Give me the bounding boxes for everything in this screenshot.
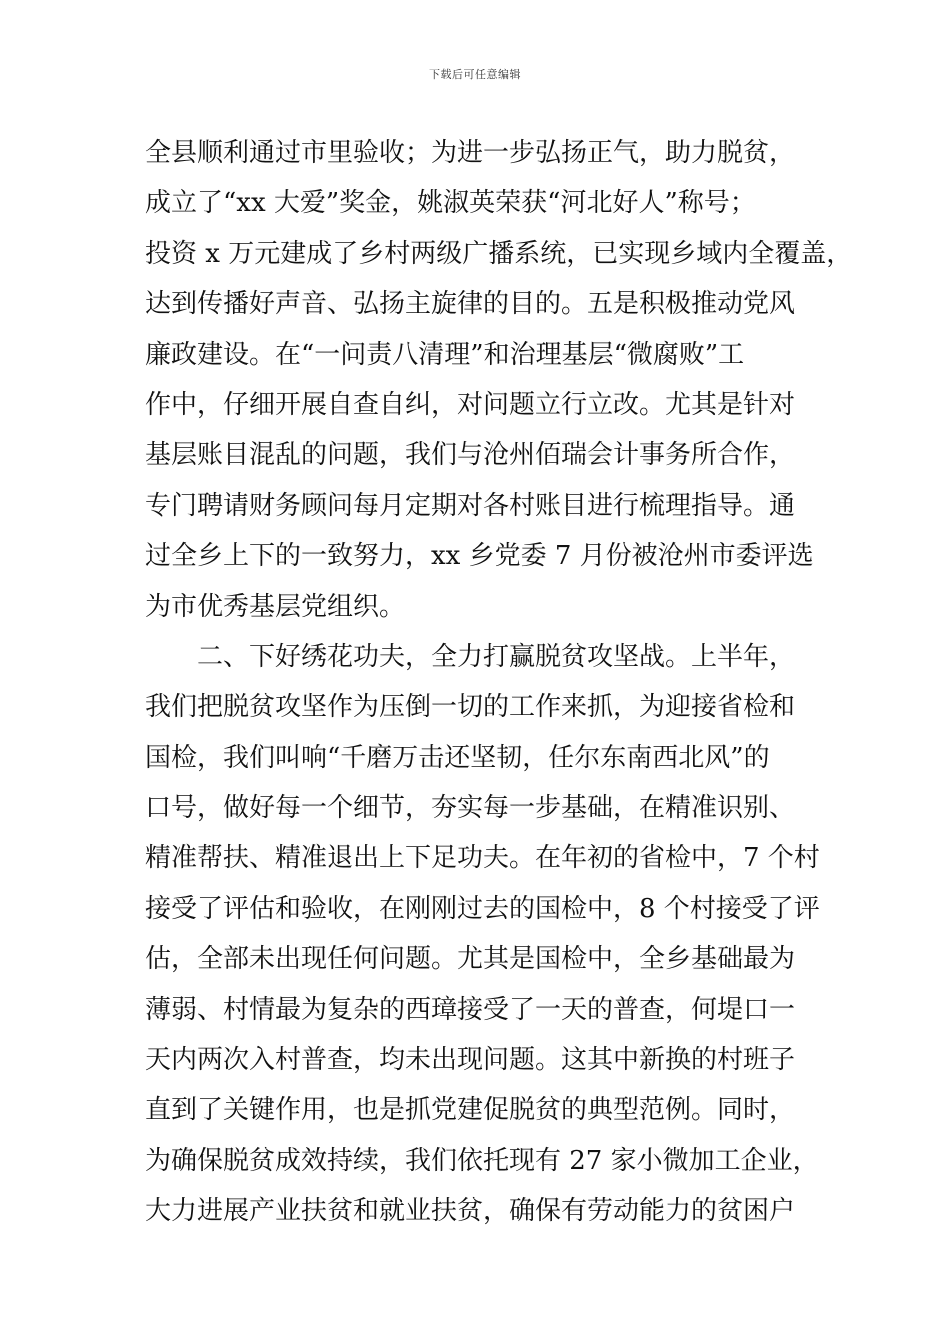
text-line: 精准帮扶、精准退出上下足功夫。在年初的省检中，7 个村 [145, 843, 820, 874]
text-line: 达到传播好声音、弘扬主旋律的目的。五是积极推动党风 [145, 289, 796, 320]
text-line: 大力进展产业扶贫和就业扶贫，确保有劳动能力的贫困户 [145, 1196, 796, 1227]
text-line: 成立了“xx 大爱”奖金，姚淑英荣获“河北好人”称号； [145, 188, 756, 219]
paragraph-heading-line: 二、下好绣花功夫，全力打赢脱贫攻坚战。上半年， [145, 641, 796, 672]
text-line: 估，全部未出现任何问题。尤其是国检中，全乡基础最为 [145, 944, 796, 975]
text-line: 基层账目混乱的问题，我们与沧州佰瑞会计事务所合作， [145, 440, 796, 471]
text-line: 天内两次入村普查，均未出现问题。这其中新换的村班子 [145, 1045, 796, 1076]
document-body [145, 128, 853, 1237]
text-line: 作中，仔细开展自查自纠，对问题立行立改。尤其是针对 [145, 389, 796, 420]
text-line: 为市优秀基层党组织。 [145, 591, 406, 622]
text-line: 为确保脱贫成效持续，我们依托现有 27 家小微加工企业， [145, 1145, 819, 1176]
text-line: 过全乡上下的一致努力，xx 乡党委 7 月份被沧州市委评选 [145, 541, 814, 572]
text-line: 国检，我们叫响“千磨万击还坚韧，任尔东南西北风”的 [145, 742, 770, 773]
text-line: 薄弱、村情最为复杂的西璋接受了一天的普查，何堤口一 [145, 994, 796, 1025]
text-line: 专门聘请财务顾问每月定期对各村账目进行梳理指导。通 [145, 490, 796, 521]
text-line: 接受了评估和验收，在刚刚过去的国检中，8 个村接受了评 [145, 893, 820, 924]
text-line: 口号，做好每一个细节，夯实每一步基础，在精准识别、 [145, 793, 796, 824]
text-line: 全县顺利通过市里验收；为进一步弘扬正气，助力脱贫， [145, 138, 796, 168]
text-line: 廉政建设。在“一问责八清理”和治理基层“微腐败”工 [145, 339, 745, 370]
page-header-note: 下载后可任意编辑 [429, 68, 521, 81]
text-line: 我们把脱贫攻坚作为压倒一切的工作来抓，为迎接省检和 [145, 692, 796, 723]
text-line: 直到了关键作用，也是抓党建促脱贫的典型范例。同时， [145, 1095, 796, 1126]
text-line: 投资 x 万元建成了乡村两级广播系统，已实现乡域内全覆盖， [145, 238, 853, 269]
